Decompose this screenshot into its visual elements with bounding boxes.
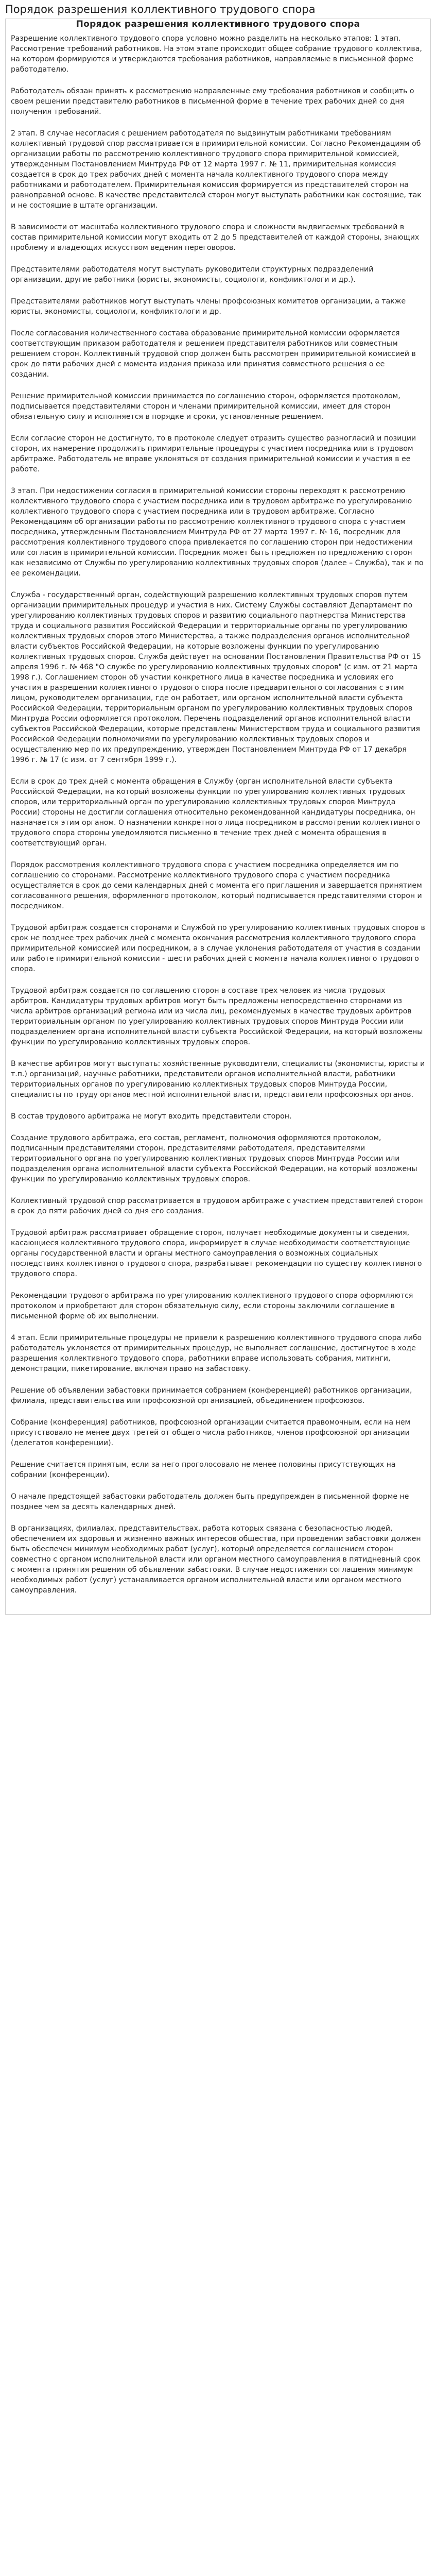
article-paragraph: 2 этап. В случае несогласия с решением работодателя по выдвинутым работниками требованиям коллективный трудовой спор рассматривается в примирительной комиссии. Согласно Рекомендациям об организации работы по рассмотрению коллективного трудового спора примирительной комиссией, утвержденным Постановлением Минтруда РФ от 12 марта 1997 г. № 11, примирительная комиссия создается в срок до трех рабочих дней с момента начала коллективного трудового спора между работниками и работодателем. Примирительная комиссия формируется из представителей сторон на равноправной основе. В качестве представителей сторон могут выступать работники как состоящие, так и не состоящие в штате организации. (11, 129, 422, 210)
article-paragraph: Трудовой арбитраж рассматривает обращение сторон, получает необходимые документы и сведения, касающиеся коллективного трудового спора, информирует в случае необходимости соответствующие органы государственной власти и органы местного самоуправления о возможных социальных последствиях коллективного трудового спора, разрабатывает рекомендации по существу коллективного трудового спора. (11, 1229, 422, 1278)
article-paragraph: Работодатель обязан принять к рассмотрению направленные ему требования работников и сообщить о своем решении представителю работников в письменной форме в течение трех рабочих дней со дня получения требований. (11, 87, 414, 116)
article-paragraph: Служба - государственный орган, содействующий разрешению коллективных трудовых споров путем организации примирительных процедур и участия в них. Систему Службы составляют Департамент по урегулированию коллективных трудовых споров и развитию социального партнерства Министерства труда и социального развития Российской Федерации и территориальные органы по урегулированию коллективных трудовых споров этого Министерства, а также подразделения органов исполнительной власти субъектов Российской Федерации, на которые возложены функции по урегулированию коллективных трудовых споров. Служба действует на основании Постановления Правительства РФ от 15 апреля 1996 г. № 468 "О службе по урегулированию коллективных трудовых споров" (с изм. от 21 марта 1998 г.). Соглашением сторон об участии конкретного лица в качестве посредника и условиях его участия в разрешении коллективного трудового спора после предварительного согласования с этим лицом, руководителем организации, где он работает, или органом исполнительной власти субъекта Российской Федерации, территориальным органом по урегулированию коллективных трудовых споров Минтруда России оформляется протоколом. Перечень подразделений органов исполнительной власти субъектов Российской Федерации, которые представлены Министерством труда и социального развития Российской Федерации полномочиями по урегулированию коллективных трудовых споров и осуществлению мер по их предупреждению, утвержден Постановлением Минтруда РФ от 17 декабря 1996 г. № 17 (с изм. от 7 сентября 1999 г.). (11, 591, 421, 764)
article-paragraph: Собрание (конференция) работников, профсоюзной организации считается правомочным, если на нем присутствовало не менее двух третей от общего числа работников, членов профсоюзной организации (делегатов конференции). (11, 1418, 411, 1447)
article-paragraph: 4 этап. Если примирительные процедуры не привели к разрешению коллективного трудового спора либо работодатель уклоняется от примирительных процедур, не выполняет соглашение, достигнутое в ходе разрешения коллективного трудового спора, работники вправе использовать собрания, митинги, демонстрации, пикетирование, включая право на забастовку. (11, 1334, 422, 1373)
article-paragraph: Разрешение коллективного трудового спора условно можно разделить на несколько этапов: 1 этап. Рассмотрение требований работников. На этом этапе происходит общее собрание трудового коллектива, на котором формируются и утверждаются требования работников, направляемые в письменной форме работодателю. (11, 35, 422, 74)
article-paragraph: В состав трудового арбитража не могут входить представители сторон. (11, 1112, 292, 1121)
article-paragraph: О начале предстоящей забастовки работодатель должен быть предупрежден в письменной форме не позднее чем за десять календарных дней. (11, 1493, 409, 1511)
article-paragraph: Трудовой арбитраж создается сторонами и Службой по урегулированию коллективных трудовых споров в срок не позднее трех рабочих дней с момента окончания рассмотрения коллективного трудового спора примирительной комиссией или посредником, а в случае уклонения работодателя от участия в создании или работе примирительной комиссии - шести рабочих дней с момента начала коллективного трудового спора. (11, 924, 425, 973)
article-paragraph: Создание трудового арбитража, его состав, регламент, полномочия оформляются протоколом, подписанным представителями сторон, представителями работодателя, представителями территориального органа по урегулированию коллективных трудовых споров Минтруда России или подразделения органа исполнительной власти субъекта Российской Федерации, на который возложены функции по урегулированию коллективных трудовых споров. (11, 1134, 417, 1183)
page-title: Порядок разрешения коллективного трудового спора (5, 3, 316, 15)
article-body (11, 33, 425, 1596)
article-paragraph: 3 этап. При недостижении согласия в примирительной комиссии стороны переходят к рассмотрению коллективного трудового спора с участием посредника или в трудовом арбитраже по урегулированию коллективного трудового спора с участием посредника или в трудовом арбитраже. Согласно Рекомендациям об организации работы по рассмотрению коллективного трудового спора с участием посредника, утвержденным Постановлением Минтруда РФ от 27 марта 1997 г. № 16, посредник для рассмотрения коллективного трудового спора привлекается по соглашению сторон при недостижении или согласия в примирительной комиссии. Посредник может быть предложен по предложению сторон как независимо от Службы по урегулированию коллективных трудовых споров (далее – Служба), так и по ее рекомендации. (11, 487, 424, 578)
article-paragraph: Решение об объявлении забастовки принимается собранием (конференцией) работников организации, филиала, представительства или профсоюзной организацией, объединением профсоюзов. (11, 1386, 412, 1405)
article-paragraph: Если согласие сторон не достигнуто, то в протоколе следует отразить существо разногласий и позиции сторон, их намерение продолжить примирительные процедуры с участием посредника или в трудовом арбитраже. Работодатель не вправе уклоняться от создания примирительной комиссии и участия в ее работе. (11, 434, 416, 473)
article-paragraph: Трудовой арбитраж создается по соглашению сторон в составе трех человек из числа трудовых арбитров. Кандидатуры трудовых арбитров могут быть предложены непосредственно сторонами из числа арбитров организаций региона или из числа лиц, рекомендуемых в качестве трудовых арбитров территориальным органом по урегулированию коллективных трудовых споров Минтруда России или подразделением органа исполнительной власти субъекта Российской Федерации, на который возложены функции по урегулированию коллективных трудовых споров. (11, 987, 423, 1046)
article-paragraph: Рекомендации трудового арбитража по урегулированию коллективного трудового спора оформляются протоколом и приобретают для сторон обязательную силу, если стороны заключили соглашение в письменной форме об их выполнении. (11, 1292, 413, 1320)
article-paragraph: Порядок рассмотрения коллективного трудового спора с участием посредника определяется им по соглашению со сторонами. Рассмотрение коллективного трудового спора с участием посредника осуществляется в срок до семи календарных дней с момента его приглашения и завершается принятием согласованного решения, оформленного протоколом, который подписывается представителями сторон и посредником. (11, 861, 422, 910)
article-paragraph: Представителями работодателя могут выступать руководители структурных подразделений организации, другие работники (юристы, экономисты, социологи, конфликтологи и др.). (11, 265, 374, 284)
article-paragraph: В качестве арбитров могут выступать: хозяйственные руководители, специалисты (экономисты, юристы и т.п.) организаций, научные работники, представители органов исполнительной власти, работники территориальных органов по урегулированию коллективных трудовых споров Минтруда России, специалисты по труду органов местной исполнительной власти, представители профсоюзных органов. (11, 1060, 425, 1099)
article-paragraph: После согласования количественного состава образование примирительной комиссии оформляется соответствующим приказом работодателя и решением представителя работников или совместным решением сторон. Коллективный трудовой спор должен быть рассмотрен примирительной комиссией в срок до пяти рабочих дней с момента издания приказа или принятия совместного решения о ее создании. (11, 329, 416, 379)
article-paragraph: Представителями работников могут выступать члены профсоюзных комитетов организации, а также юристы, экономисты, социологи, конфликтологи и др. (11, 297, 406, 316)
article-paragraph: В организациях, филиалах, представительствах, работа которых связана с безопасностью людей, обеспечением их здоровья и жизненно важных интересов общества, при проведении забастовки должен быть обеспечен минимум необходимых работ (услуг), который определяется соглашением сторон совместно с органом исполнительной власти или органом местного самоуправления в пятидневный срок с момента принятия решения об объявлении забастовки. В случае недостижения соглашения минимум необходимых работ (услуг) устанавливается органом исполнительной власти или органом местного самоуправления. (11, 1524, 421, 1595)
article-container (5, 19, 431, 1615)
article-paragraph: Коллективный трудовой спор рассматривается в трудовом арбитраже с участием представителей сторон в срок до пяти рабочих дней со дня его создания. (11, 1197, 423, 1215)
article-paragraph: Если в срок до трех дней с момента обращения в Службу (орган исполнительной власти субъекта Российской Федерации, на который возложены функции по урегулированию коллективных трудовых споров, или территориальный орган по урегулированию коллективных трудовых споров Минтруда России) стороны не достигли соглашения относительно рекомендованной кандидатуры посредника, он назначается этим органом. О назначении конкретного лица посредником в рассмотрении коллективного трудового спора стороны уведомляются письменно в течение трех дней с момента обращения в соответствующий орган. (11, 777, 421, 848)
article-paragraph: Решение считается принятым, если за него проголосовало не менее половины присутствующих на собрании (конференции). (11, 1461, 396, 1479)
article-heading: Порядок разрешения коллективного трудового спора (76, 19, 360, 29)
article-paragraph: Решение примирительной комиссии принимается по соглашению сторон, оформляется протоколом, подписывается представителями сторон и членами примирительной комиссии, имеет для сторон обязательную силу и исполняется в порядке и сроки, установленные решением. (11, 392, 400, 421)
article-paragraph: В зависимости от масштаба коллективного трудового спора и сложности выдвигаемых требований в состав примирительной комиссии могут входить от 2 до 5 представителей от каждой стороны, знающих проблему и владеющих искусством ведения переговоров. (11, 223, 420, 252)
